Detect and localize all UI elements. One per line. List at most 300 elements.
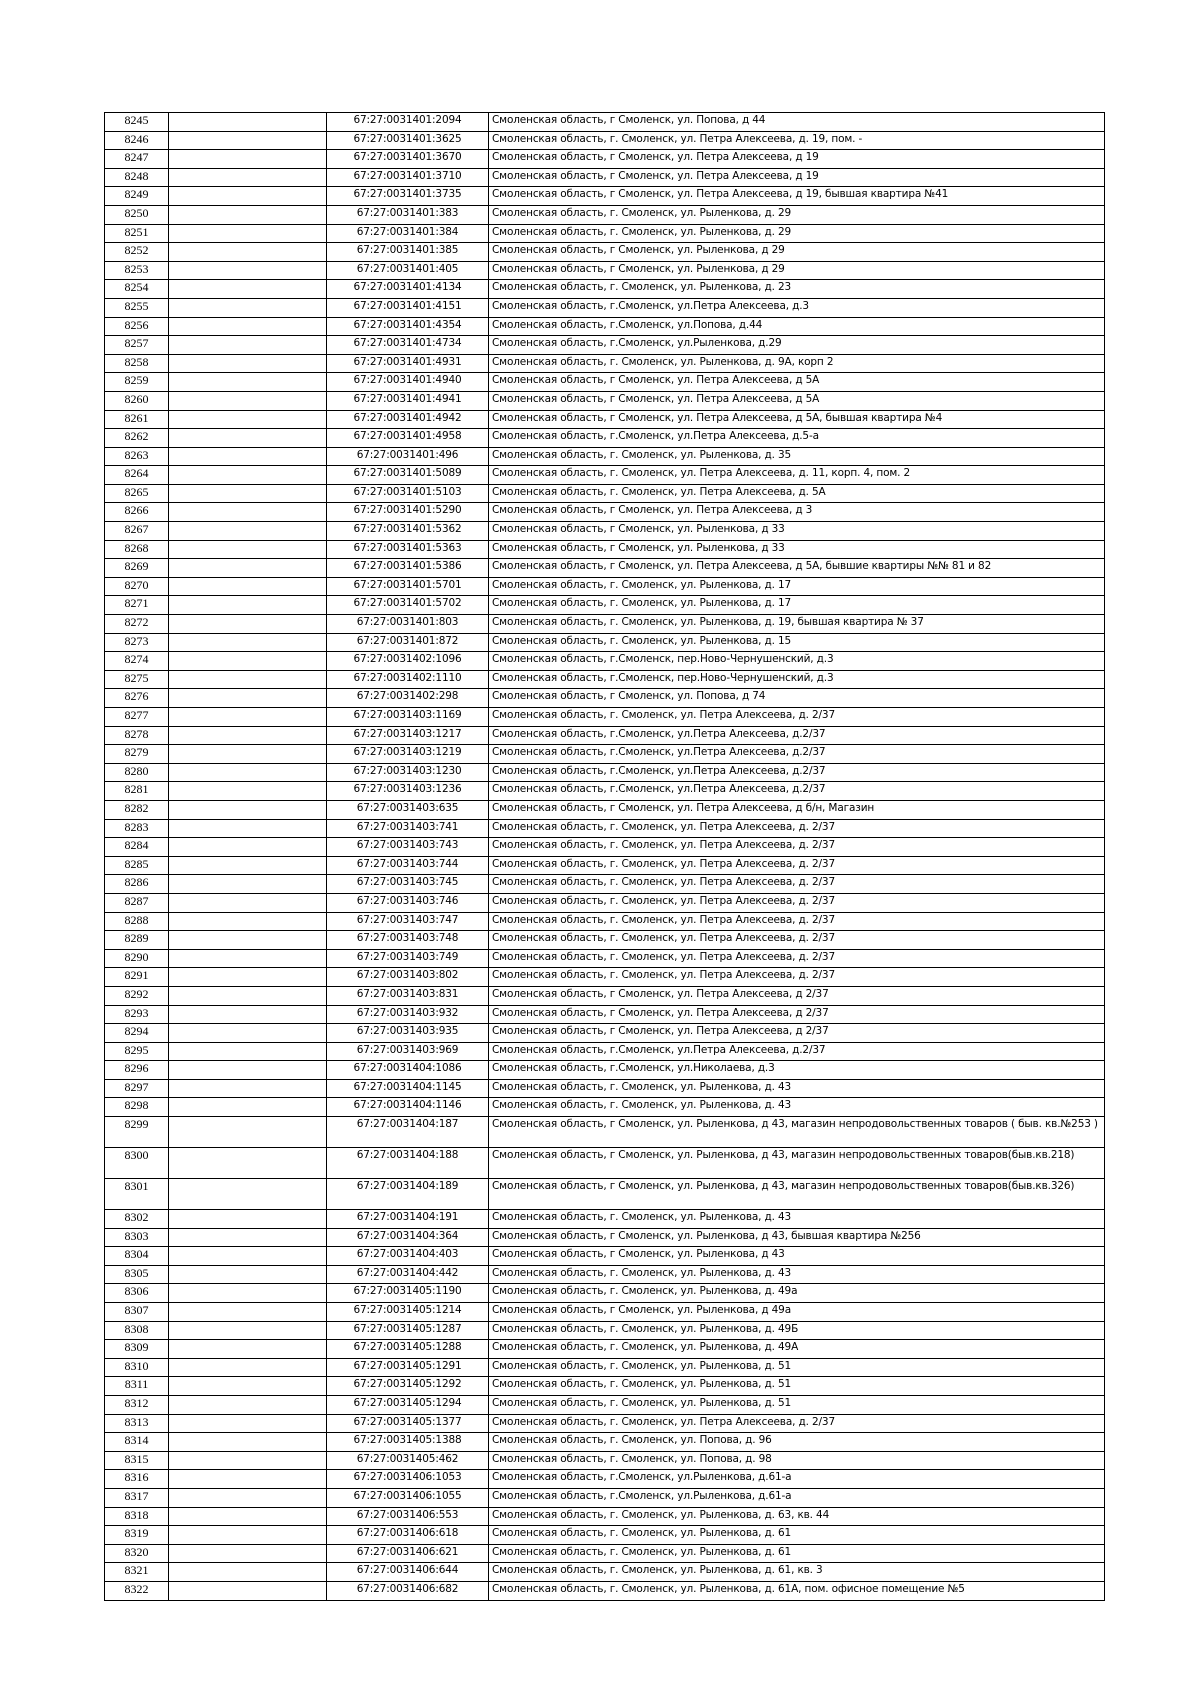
cadastral-number-cell: 67:27:0031401:2094: [327, 113, 489, 132]
empty-cell: [169, 1284, 327, 1303]
empty-cell: [169, 1148, 327, 1179]
empty-cell: [169, 1507, 327, 1526]
table-row: [105, 949, 1105, 968]
table-row: [105, 782, 1105, 801]
cadastral-number-cell: 67:27:0031402:298: [327, 689, 489, 708]
address-cell: Смоленская область, г. Смоленск, ул. Петра Алексеева, д. 2/37: [489, 819, 1105, 838]
empty-cell: [169, 447, 327, 466]
address-cell: Смоленская область, г.Смоленск, ул.Петра Алексеева, д.5-а: [489, 429, 1105, 448]
empty-cell: [169, 1210, 327, 1229]
empty-cell: [169, 1451, 327, 1470]
empty-cell: [169, 1377, 327, 1396]
cadastral-number-cell: 67:27:0031401:4940: [327, 373, 489, 392]
address-cell: Смоленская область, г Смоленск, ул. Петра Алексеева, д 3: [489, 503, 1105, 522]
row-number-cell: 8264: [105, 466, 169, 485]
address-cell: Смоленская область, г.Смоленск, ул.Попова, д.44: [489, 317, 1105, 336]
address-cell: Смоленская область, г.Смоленск, ул.Петра Алексеева, д.2/37: [489, 745, 1105, 764]
cadastral-number-cell: 67:27:0031403:635: [327, 800, 489, 819]
table-row: [105, 633, 1105, 652]
empty-cell: [169, 150, 327, 169]
cadastral-number-cell: 67:27:0031405:462: [327, 1451, 489, 1470]
row-number-cell: 8254: [105, 280, 169, 299]
row-number-cell: 8253: [105, 261, 169, 280]
empty-cell: [169, 1563, 327, 1582]
table-row: [105, 540, 1105, 559]
empty-cell: [169, 708, 327, 727]
empty-cell: [169, 1433, 327, 1452]
cadastral-number-cell: 67:27:0031406:1055: [327, 1488, 489, 1507]
address-cell: Смоленская область, г Смоленск, ул. Петра Алексеева, д б/н, Магазин: [489, 800, 1105, 819]
address-cell: Смоленская область, г.Смоленск, ул.Петра Алексеева, д.2/37: [489, 763, 1105, 782]
address-cell: Смоленская область, г Смоленск, ул. Попова, д 74: [489, 689, 1105, 708]
cadastral-number-cell: 67:27:0031401:3735: [327, 187, 489, 206]
address-cell: Смоленская область, г. Смоленск, ул. Рыленкова, д. 17: [489, 596, 1105, 615]
cadastral-number-cell: 67:27:0031404:187: [327, 1117, 489, 1148]
table-row: [105, 893, 1105, 912]
address-cell: Смоленская область, г. Смоленск, ул. Рыленкова, д. 9А, корп 2: [489, 354, 1105, 373]
address-cell: Смоленская область, г.Смоленск, пер.Ново-Чернушенский, д.3: [489, 670, 1105, 689]
address-cell: Смоленская область, г Смоленск, ул. Рыленкова, д 43, магазин непродовольственных товаров(быв.кв.326): [489, 1179, 1105, 1210]
table-row: [105, 243, 1105, 262]
empty-cell: [169, 559, 327, 578]
table-row: [105, 391, 1105, 410]
row-number-cell: 8314: [105, 1433, 169, 1452]
empty-cell: [169, 354, 327, 373]
row-number-cell: 8261: [105, 410, 169, 429]
empty-cell: [169, 652, 327, 671]
table-row: [105, 373, 1105, 392]
cadastral-number-cell: 67:27:0031404:403: [327, 1247, 489, 1266]
address-cell: Смоленская область, г. Смоленск, ул. Рыленкова, д. 51: [489, 1377, 1105, 1396]
address-cell: Смоленская область, г. Смоленск, ул. Петра Алексеева, д. 2/37: [489, 708, 1105, 727]
cadastral-number-cell: 67:27:0031406:618: [327, 1526, 489, 1545]
empty-cell: [169, 800, 327, 819]
row-number-cell: 8276: [105, 689, 169, 708]
address-cell: Смоленская область, г. Смоленск, ул. Петра Алексеева, д. 2/37: [489, 838, 1105, 857]
address-cell: Смоленская область, г. Смоленск, ул. Рыленкова, д. 49а: [489, 1284, 1105, 1303]
empty-cell: [169, 187, 327, 206]
row-number-cell: 8309: [105, 1340, 169, 1359]
address-cell: Смоленская область, г. Смоленск, ул. Рыленкова, д. 43: [489, 1098, 1105, 1117]
address-cell: Смоленская область, г. Смоленск, ул. Петра Алексеева, д. 19, пом. -: [489, 131, 1105, 150]
registry-table: [104, 112, 1105, 1601]
cadastral-number-cell: 67:27:0031401:496: [327, 447, 489, 466]
table-row: [105, 187, 1105, 206]
address-cell: Смоленская область, г Смоленск, ул. Рыленкова, д 43: [489, 1247, 1105, 1266]
row-number-cell: 8257: [105, 336, 169, 355]
address-cell: Смоленская область, г. Смоленск, ул. Петра Алексеева, д. 2/37: [489, 949, 1105, 968]
cadastral-number-cell: 67:27:0031403:744: [327, 856, 489, 875]
row-number-cell: 8252: [105, 243, 169, 262]
table-row: [105, 819, 1105, 838]
cadastral-number-cell: 67:27:0031401:4151: [327, 298, 489, 317]
row-number-cell: 8255: [105, 298, 169, 317]
table-row: [105, 1433, 1105, 1452]
cadastral-number-cell: 67:27:0031403:748: [327, 931, 489, 950]
table-row: [105, 429, 1105, 448]
row-number-cell: 8320: [105, 1544, 169, 1563]
row-number-cell: 8300: [105, 1148, 169, 1179]
empty-cell: [169, 1396, 327, 1415]
row-number-cell: 8293: [105, 1005, 169, 1024]
table-row: [105, 1079, 1105, 1098]
table-row: [105, 1098, 1105, 1117]
table-row: [105, 726, 1105, 745]
row-number-cell: 8250: [105, 205, 169, 224]
address-cell: Смоленская область, г. Смоленск, ул. Петра Алексеева, д. 2/37: [489, 968, 1105, 987]
row-number-cell: 8311: [105, 1377, 169, 1396]
cadastral-number-cell: 67:27:0031403:745: [327, 875, 489, 894]
empty-cell: [169, 1321, 327, 1340]
table-row: [105, 1581, 1105, 1600]
row-number-cell: 8305: [105, 1265, 169, 1284]
row-number-cell: 8258: [105, 354, 169, 373]
table-row: [105, 1414, 1105, 1433]
address-cell: Смоленская область, г. Смоленск, ул. Петра Алексеева, д. 2/37: [489, 856, 1105, 875]
empty-cell: [169, 1544, 327, 1563]
table-row: [105, 1247, 1105, 1266]
cadastral-number-cell: 67:27:0031401:5290: [327, 503, 489, 522]
empty-cell: [169, 261, 327, 280]
empty-cell: [169, 373, 327, 392]
cadastral-number-cell: 67:27:0031401:5103: [327, 484, 489, 503]
cadastral-number-cell: 67:27:0031401:4941: [327, 391, 489, 410]
cadastral-number-cell: 67:27:0031403:1169: [327, 708, 489, 727]
table-row: [105, 745, 1105, 764]
address-cell: Смоленская область, г. Смоленск, ул. Рыленкова, д. 61, кв. 3: [489, 1563, 1105, 1582]
address-cell: Смоленская область, г Смоленск, ул. Петра Алексеева, д 5А, бывшие квартиры №№ 81 и 82: [489, 559, 1105, 578]
cadastral-number-cell: 67:27:0031401:3670: [327, 150, 489, 169]
cadastral-number-cell: 67:27:0031401:384: [327, 224, 489, 243]
empty-cell: [169, 540, 327, 559]
address-cell: Смоленская область, г.Смоленск, ул.Петра Алексеева, д.2/37: [489, 1042, 1105, 1061]
row-number-cell: 8317: [105, 1488, 169, 1507]
address-cell: Смоленская область, г. Смоленск, ул. Петра Алексеева, д. 2/37: [489, 893, 1105, 912]
table-row: [105, 336, 1105, 355]
table-row: [105, 763, 1105, 782]
row-number-cell: 8318: [105, 1507, 169, 1526]
cadastral-number-cell: 67:27:0031401:4931: [327, 354, 489, 373]
cadastral-number-cell: 67:27:0031403:1217: [327, 726, 489, 745]
table-row: [105, 1321, 1105, 1340]
cadastral-number-cell: 67:27:0031401:5701: [327, 577, 489, 596]
row-number-cell: 8298: [105, 1098, 169, 1117]
table-row: [105, 150, 1105, 169]
cadastral-number-cell: 67:27:0031405:1287: [327, 1321, 489, 1340]
row-number-cell: 8260: [105, 391, 169, 410]
address-cell: Смоленская область, г. Смоленск, ул. Рыленкова, д. 51: [489, 1358, 1105, 1377]
empty-cell: [169, 782, 327, 801]
cadastral-number-cell: 67:27:0031404:191: [327, 1210, 489, 1229]
cadastral-number-cell: 67:27:0031401:3625: [327, 131, 489, 150]
empty-cell: [169, 577, 327, 596]
empty-cell: [169, 243, 327, 262]
empty-cell: [169, 856, 327, 875]
cadastral-number-cell: 67:27:0031401:385: [327, 243, 489, 262]
empty-cell: [169, 280, 327, 299]
cadastral-number-cell: 67:27:0031402:1110: [327, 670, 489, 689]
address-cell: Смоленская область, г.Смоленск, ул.Рыленкова, д.29: [489, 336, 1105, 355]
address-cell: Смоленская область, г. Смоленск, ул. Петра Алексеева, д. 5А: [489, 484, 1105, 503]
row-number-cell: 8322: [105, 1581, 169, 1600]
row-number-cell: 8283: [105, 819, 169, 838]
row-number-cell: 8288: [105, 912, 169, 931]
table-row: [105, 1526, 1105, 1545]
table-row: [105, 280, 1105, 299]
empty-cell: [169, 410, 327, 429]
row-number-cell: 8248: [105, 168, 169, 187]
address-cell: Смоленская область, г. Смоленск, ул. Рыленкова, д. 51: [489, 1396, 1105, 1415]
row-number-cell: 8275: [105, 670, 169, 689]
row-number-cell: 8287: [105, 893, 169, 912]
table-row: [105, 1005, 1105, 1024]
empty-cell: [169, 298, 327, 317]
empty-cell: [169, 912, 327, 931]
empty-cell: [169, 745, 327, 764]
cadastral-number-cell: 67:27:0031404:189: [327, 1179, 489, 1210]
cadastral-number-cell: 67:27:0031404:1146: [327, 1098, 489, 1117]
address-cell: Смоленская область, г. Смоленск, ул. Рыленкова, д. 61А, пом. офисное помещение №5: [489, 1581, 1105, 1600]
table-row: [105, 1340, 1105, 1359]
table-row: [105, 1377, 1105, 1396]
row-number-cell: 8315: [105, 1451, 169, 1470]
cadastral-number-cell: 67:27:0031404:1145: [327, 1079, 489, 1098]
cadastral-number-cell: 67:27:0031401:5089: [327, 466, 489, 485]
empty-cell: [169, 317, 327, 336]
empty-cell: [169, 968, 327, 987]
empty-cell: [169, 1098, 327, 1117]
address-cell: Смоленская область, г Смоленск, ул. Попова, д 44: [489, 113, 1105, 132]
table-row: [105, 670, 1105, 689]
table-row: [105, 986, 1105, 1005]
row-number-cell: 8274: [105, 652, 169, 671]
cadastral-number-cell: 67:27:0031403:746: [327, 893, 489, 912]
cadastral-number-cell: 67:27:0031405:1214: [327, 1303, 489, 1322]
cadastral-number-cell: 67:27:0031405:1291: [327, 1358, 489, 1377]
address-cell: Смоленская область, г Смоленск, ул. Рыленкова, д 43, магазин непродовольственных товаров ( быв. кв.№253 ): [489, 1117, 1105, 1148]
empty-cell: [169, 466, 327, 485]
empty-cell: [169, 1228, 327, 1247]
cadastral-number-cell: 67:27:0031401:803: [327, 615, 489, 634]
row-number-cell: 8313: [105, 1414, 169, 1433]
cadastral-number-cell: 67:27:0031403:747: [327, 912, 489, 931]
empty-cell: [169, 224, 327, 243]
cadastral-number-cell: 67:27:0031401:4958: [327, 429, 489, 448]
address-cell: Смоленская область, г Смоленск, ул. Рыленкова, д 29: [489, 243, 1105, 262]
address-cell: Смоленская область, г. Смоленск, ул. Рыленкова, д. 19, бывшая квартира № 37: [489, 615, 1105, 634]
table-row: [105, 1117, 1105, 1148]
row-number-cell: 8291: [105, 968, 169, 987]
table-row: [105, 708, 1105, 727]
address-cell: Смоленская область, г Смоленск, ул. Рыленкова, д 33: [489, 522, 1105, 541]
address-cell: Смоленская область, г Смоленск, ул. Петра Алексеева, д 2/37: [489, 1024, 1105, 1043]
row-number-cell: 8285: [105, 856, 169, 875]
table-row: [105, 1544, 1105, 1563]
table-row: [105, 224, 1105, 243]
cadastral-number-cell: 67:27:0031401:5362: [327, 522, 489, 541]
row-number-cell: 8277: [105, 708, 169, 727]
cadastral-number-cell: 67:27:0031404:442: [327, 1265, 489, 1284]
empty-cell: [169, 838, 327, 857]
row-number-cell: 8295: [105, 1042, 169, 1061]
cadastral-number-cell: 67:27:0031401:4134: [327, 280, 489, 299]
row-number-cell: 8306: [105, 1284, 169, 1303]
table-row: [105, 652, 1105, 671]
row-number-cell: 8280: [105, 763, 169, 782]
empty-cell: [169, 391, 327, 410]
cadastral-number-cell: 67:27:0031406:621: [327, 1544, 489, 1563]
row-number-cell: 8256: [105, 317, 169, 336]
address-cell: Смоленская область, г. Смоленск, ул. Петра Алексеева, д. 2/37: [489, 912, 1105, 931]
table-row: [105, 1061, 1105, 1080]
row-number-cell: 8290: [105, 949, 169, 968]
empty-cell: [169, 1024, 327, 1043]
empty-cell: [169, 131, 327, 150]
row-number-cell: 8296: [105, 1061, 169, 1080]
address-cell: Смоленская область, г Смоленск, ул. Петра Алексеева, д 2/37: [489, 986, 1105, 1005]
cadastral-number-cell: 67:27:0031406:644: [327, 1563, 489, 1582]
address-cell: Смоленская область, г Смоленск, ул. Рыленкова, д 33: [489, 540, 1105, 559]
row-number-cell: 8269: [105, 559, 169, 578]
empty-cell: [169, 168, 327, 187]
table-row: [105, 1563, 1105, 1582]
address-cell: Смоленская область, г. Смоленск, ул. Рыленкова, д. 17: [489, 577, 1105, 596]
address-cell: Смоленская область, г. Смоленск, ул. Рыленкова, д. 61: [489, 1526, 1105, 1545]
row-number-cell: 8281: [105, 782, 169, 801]
cadastral-number-cell: 67:27:0031403:932: [327, 1005, 489, 1024]
row-number-cell: 8297: [105, 1079, 169, 1098]
cadastral-number-cell: 67:27:0031401:383: [327, 205, 489, 224]
address-cell: Смоленская область, г Смоленск, ул. Петра Алексеева, д 5А: [489, 391, 1105, 410]
cadastral-number-cell: 67:27:0031403:969: [327, 1042, 489, 1061]
table-row: [105, 447, 1105, 466]
table-row: [105, 1042, 1105, 1061]
table-row: [105, 875, 1105, 894]
table-row: [105, 298, 1105, 317]
empty-cell: [169, 503, 327, 522]
table-row: [105, 800, 1105, 819]
empty-cell: [169, 1488, 327, 1507]
empty-cell: [169, 986, 327, 1005]
table-row: [105, 522, 1105, 541]
table-row: [105, 354, 1105, 373]
row-number-cell: 8263: [105, 447, 169, 466]
empty-cell: [169, 1340, 327, 1359]
empty-cell: [169, 763, 327, 782]
cadastral-number-cell: 67:27:0031405:1388: [327, 1433, 489, 1452]
cadastral-number-cell: 67:27:0031405:1190: [327, 1284, 489, 1303]
table-row: [105, 1265, 1105, 1284]
row-number-cell: 8321: [105, 1563, 169, 1582]
table-row: [105, 559, 1105, 578]
empty-cell: [169, 1079, 327, 1098]
table-row: [105, 577, 1105, 596]
empty-cell: [169, 1358, 327, 1377]
row-number-cell: 8308: [105, 1321, 169, 1340]
address-cell: Смоленская область, г.Смоленск, ул.Петра Алексеева, д.2/37: [489, 726, 1105, 745]
address-cell: Смоленская область, г. Смоленск, ул. Рыленкова, д. 63, кв. 44: [489, 1507, 1105, 1526]
table-row: [105, 1284, 1105, 1303]
address-cell: Смоленская область, г Смоленск, ул. Петра Алексеева, д 5А, бывшая квартира №4: [489, 410, 1105, 429]
cadastral-number-cell: 67:27:0031404:364: [327, 1228, 489, 1247]
empty-cell: [169, 1042, 327, 1061]
row-number-cell: 8319: [105, 1526, 169, 1545]
table-row: [105, 1179, 1105, 1210]
address-cell: Смоленская область, г. Смоленск, ул. Попова, д. 96: [489, 1433, 1105, 1452]
address-cell: Смоленская область, г Смоленск, ул. Рыленкова, д 43, магазин непродовольственных товаров(быв.кв.218): [489, 1148, 1105, 1179]
row-number-cell: 8302: [105, 1210, 169, 1229]
table-row: [105, 596, 1105, 615]
address-cell: Смоленская область, г. Смоленск, ул. Рыленкова, д. 43: [489, 1210, 1105, 1229]
row-number-cell: 8247: [105, 150, 169, 169]
cadastral-number-cell: 67:27:0031405:1288: [327, 1340, 489, 1359]
address-cell: Смоленская область, г. Смоленск, ул. Рыленкова, д. 15: [489, 633, 1105, 652]
empty-cell: [169, 1061, 327, 1080]
address-cell: Смоленская область, г. Смоленск, ул. Петра Алексеева, д. 11, корп. 4, пом. 2: [489, 466, 1105, 485]
empty-cell: [169, 893, 327, 912]
row-number-cell: 8249: [105, 187, 169, 206]
empty-cell: [169, 726, 327, 745]
empty-cell: [169, 949, 327, 968]
cadastral-number-cell: 67:27:0031405:1377: [327, 1414, 489, 1433]
table-row: [105, 1507, 1105, 1526]
cadastral-number-cell: 67:27:0031405:1294: [327, 1396, 489, 1415]
empty-cell: [169, 113, 327, 132]
table-row: [105, 856, 1105, 875]
table-row: [105, 261, 1105, 280]
cadastral-number-cell: 67:27:0031401:4354: [327, 317, 489, 336]
cadastral-number-cell: 67:27:0031406:682: [327, 1581, 489, 1600]
empty-cell: [169, 205, 327, 224]
row-number-cell: 8246: [105, 131, 169, 150]
row-number-cell: 8265: [105, 484, 169, 503]
table-row: [105, 1396, 1105, 1415]
cadastral-number-cell: 67:27:0031401:5363: [327, 540, 489, 559]
table-row: [105, 838, 1105, 857]
cadastral-number-cell: 67:27:0031401:3710: [327, 168, 489, 187]
address-cell: Смоленская область, г. Смоленск, ул. Петра Алексеева, д. 2/37: [489, 875, 1105, 894]
table-row: [105, 317, 1105, 336]
cadastral-number-cell: 67:27:0031401:4942: [327, 410, 489, 429]
empty-cell: [169, 1581, 327, 1600]
empty-cell: [169, 522, 327, 541]
address-cell: Смоленская область, г. Смоленск, ул. Рыленкова, д. 29: [489, 224, 1105, 243]
empty-cell: [169, 1265, 327, 1284]
cadastral-number-cell: 67:27:0031404:1086: [327, 1061, 489, 1080]
address-cell: Смоленская область, г Смоленск, ул. Петра Алексеева, д 5А: [489, 373, 1105, 392]
table-row: [105, 615, 1105, 634]
table-row: [105, 168, 1105, 187]
table-row: [105, 912, 1105, 931]
address-cell: Смоленская область, г.Смоленск, ул.Рыленкова, д.61-а: [489, 1470, 1105, 1489]
cadastral-number-cell: 67:27:0031406:1053: [327, 1470, 489, 1489]
row-number-cell: 8316: [105, 1470, 169, 1489]
cadastral-number-cell: 67:27:0031401:872: [327, 633, 489, 652]
row-number-cell: 8278: [105, 726, 169, 745]
address-cell: Смоленская область, г. Смоленск, ул. Рыленкова, д. 29: [489, 205, 1105, 224]
address-cell: Смоленская область, г. Смоленск, ул. Рыленкова, д. 49А: [489, 1340, 1105, 1359]
empty-cell: [169, 819, 327, 838]
cadastral-number-cell: 67:27:0031403:741: [327, 819, 489, 838]
empty-cell: [169, 1179, 327, 1210]
row-number-cell: 8271: [105, 596, 169, 615]
table-row: [105, 1210, 1105, 1229]
cadastral-number-cell: 67:27:0031401:5702: [327, 596, 489, 615]
empty-cell: [169, 1117, 327, 1148]
address-cell: Смоленская область, г. Смоленск, ул. Попова, д. 98: [489, 1451, 1105, 1470]
cadastral-number-cell: 67:27:0031403:1230: [327, 763, 489, 782]
row-number-cell: 8282: [105, 800, 169, 819]
